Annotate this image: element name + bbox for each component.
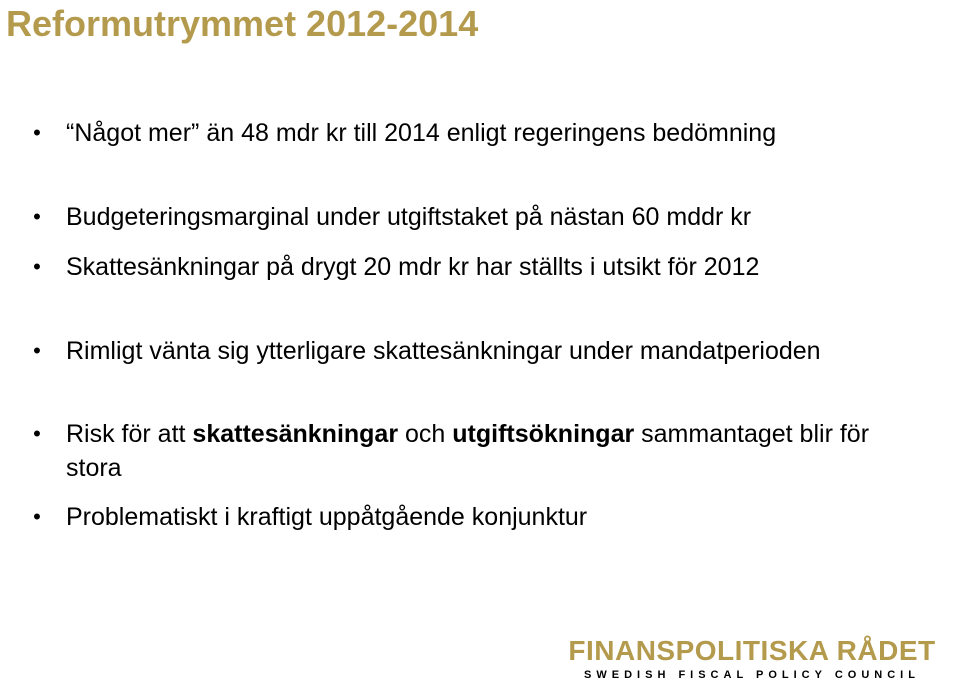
bullet-text: Rimligt vänta sig ytterligare skattesänkningar under mandatperioden <box>66 337 821 365</box>
bullet-text-part: och <box>398 420 453 448</box>
bullet-dot-icon: • <box>33 204 41 229</box>
logo-sub-text: SWEDISH FISCAL POLICY COUNCIL <box>584 669 920 681</box>
quoted-text: Något mer <box>74 119 192 147</box>
bullet-item <box>30 200 910 234</box>
slide-title: Reformutrymmet 2012-2014 <box>6 3 479 44</box>
bullet-text <box>66 417 910 485</box>
bullet-item <box>30 250 910 284</box>
bullet-text-part: sammantaget blir för stora <box>66 420 870 482</box>
bullet-text <box>66 116 910 150</box>
bullet-dot-icon: • <box>33 504 41 529</box>
bullet-dot-icon: • <box>33 421 41 446</box>
open-quote: “ <box>66 119 75 147</box>
bullet-dot-icon: • <box>33 254 41 279</box>
bullet-text-part: Risk för att <box>66 420 193 448</box>
logo-main-text: FINANSPOLITISKA RÅDET <box>568 635 936 666</box>
bullet-dot-icon: • <box>33 338 41 363</box>
bullet-text-rest: än 48 mdr kr till 2014 enligt regeringens bedömning <box>199 119 777 147</box>
bullet-item <box>30 116 910 150</box>
bullet-text: Problematiskt i kraftigt uppåtgående konjunktur <box>66 503 588 531</box>
bullet-text: Skattesänkningar på drygt 20 mdr kr har ställts i utsikt för 2012 <box>66 253 760 281</box>
bullet-item <box>30 417 910 485</box>
bullet-dot-icon: • <box>33 120 41 145</box>
bullet-text: Budgeteringsmarginal under utgiftstaket på nästan 60 mddr kr <box>66 203 752 231</box>
bold-term-tax-cuts: skattesänkningar <box>192 420 399 448</box>
council-logo <box>552 635 952 683</box>
bold-term-spending-increases: utgiftsökningar <box>452 420 635 448</box>
close-quote: ” <box>191 119 200 147</box>
bullet-item <box>30 334 910 368</box>
bullet-item <box>30 500 910 534</box>
